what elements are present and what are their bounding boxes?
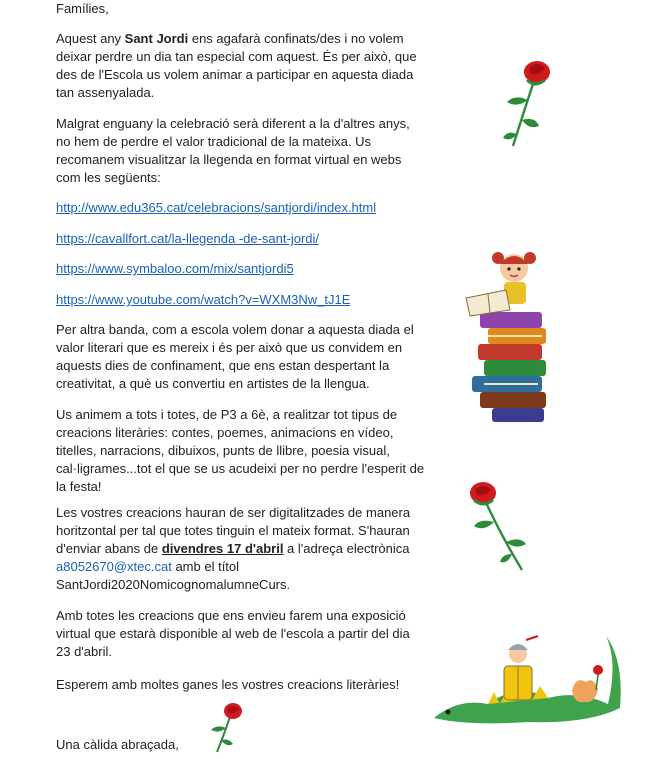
closing-signoff: Una càlida abraçada, — [56, 737, 179, 752]
paragraph-literary-value: Per altra banda, com a escola volem donar a aquesta diada el valor literari que es mereix i és per això que us convidem en aquests dies de confinament, que ens estan despertant la creativitat, a què us convertiu en artistes de la llengua. — [56, 322, 414, 391]
paragraph-closing-wish: Esperem amb moltes ganes les vostres creacions literàries! — [56, 677, 400, 692]
link-symbaloo[interactable]: https://www.symbaloo.com/mix/santjordi5 — [56, 261, 294, 276]
link-edu365[interactable]: http://www.edu365.cat/celebracions/santjordi/index.html — [56, 200, 377, 215]
sant-jordi-bold: Sant Jordi — [124, 31, 189, 46]
link-cavallfort[interactable]: https://cavallfort.cat/la-llegenda -de-sant-jordi/ — [56, 231, 320, 246]
paragraph-creations: Us animem a tots i totes, de P3 a 6è, a realitzar tot tipus de creacions literàries: contes, poemes, animacions en vídeo, titelles, narracions, dibuixos, punts de llibre, poesia visual, cal·ligrames...tot el que se us acudeixi per no perdre l'esperit de la festa! — [56, 407, 425, 494]
deadline-date: divendres 17 d'abril — [161, 541, 284, 556]
paragraph-intro: Aquest any Sant Jordi ens agafarà confinats/des i no volem deixar perdre un dia tan especial com aquest. És per això, que des de l'Escola us volem animar a participar en aquesta diada tan assenyalada. — [56, 31, 417, 100]
rose-icon — [205, 702, 245, 754]
sant-jordi-dragon-illustration — [428, 632, 624, 726]
email-link[interactable]: a8052670@xtec.cat — [56, 559, 172, 574]
rose-icon — [466, 480, 534, 576]
link-youtube[interactable]: https://www.youtube.com/watch?v=WXM3Nw_tJ1E — [56, 292, 351, 307]
paragraph-legend: Malgrat enguany la celebració serà diferent a la d'altres anys, no hem de perdre el valor tradicional de la mateixa. Us recomanem visualitzar la llegenda en format virtual en webs com les següents: — [56, 116, 410, 185]
greeting: Famílies, — [56, 1, 109, 16]
paragraph-submission: Les vostres creacions hauran de ser digitalitzades de manera horitzontal per tal que totes tinguin el mateix format. S'hauran d'enviar abans de divendres 17 d'abril a l'adreça electrònica a8052670@xtec.cat amb el títol SantJordi2020NomicognomalumneCurs. — [56, 505, 411, 592]
rose-icon — [495, 58, 555, 150]
girl-reading-books-illustration — [458, 242, 553, 424]
paragraph-exhibition: Amb totes les creacions que ens envieu farem una exposició virtual que estarà disponible al web de l'escola a partir del dia 23 d'abril. — [56, 608, 410, 659]
